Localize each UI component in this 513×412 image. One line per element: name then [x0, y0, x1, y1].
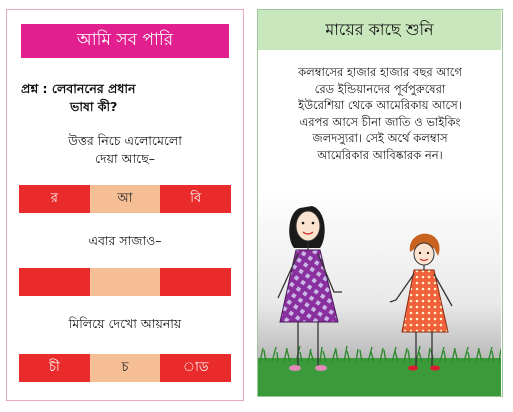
scrambled-tile-2: আ — [90, 185, 161, 213]
mother-face — [296, 211, 320, 241]
question-line-1: লেবাননের প্রধান — [51, 81, 136, 96]
arrange-tile-3[interactable] — [160, 268, 231, 296]
mirror-tile-1: চী — [19, 354, 90, 382]
question — [21, 80, 231, 116]
puzzle-card — [6, 9, 244, 401]
arrange-instruction: এবার সাজাও– — [88, 233, 162, 248]
mirror-tiles — [19, 354, 231, 382]
arrange-tile-2[interactable] — [90, 268, 161, 296]
story-line-5: জলদস্যুরা। সেই অর্থে কলম্বাস — [312, 131, 448, 145]
scrambled-instruction-line-1: উত্তর নিচে এলোমেলো — [68, 133, 182, 148]
story-line-6: আমেরিকার আবিষ্কারক নন। — [317, 147, 443, 162]
story-title: মায়ের কাছে শুনি — [258, 10, 501, 50]
question-line-2: ভাষা কী? — [70, 99, 118, 114]
puzzle-title: আমি সব পারি — [21, 24, 229, 58]
mirror-tile-3: াড — [160, 354, 231, 382]
story-line-4: এরপর আসে চীনা জাতি ও ভাইকিং — [299, 114, 461, 129]
child-face — [414, 243, 434, 265]
story-card — [257, 9, 503, 397]
scrambled-tile-3: বি — [160, 185, 231, 213]
story-line-3: ইউরেশিয়া থেকে আমেরিকায় আসে। — [298, 98, 462, 112]
arrange-tile-1[interactable] — [19, 268, 90, 296]
story-line-1: কলম্বাসের হাজার হাজার বছর আগে — [298, 65, 462, 79]
story-text — [266, 64, 494, 163]
scrambled-instruction-line-2: দেয়া আছে– — [94, 151, 156, 166]
scrambled-instruction — [7, 132, 243, 168]
question-label: প্রশ্ন : — [21, 81, 48, 96]
story-line-2: রেড ইন্ডিয়ানদের পূর্বপুরুষেরা — [314, 81, 446, 96]
mirror-instruction: মিলিয়ে দেখো আয়নায় — [68, 316, 182, 331]
arrange-tiles — [19, 268, 231, 296]
scrambled-tiles — [19, 185, 231, 213]
scrambled-tile-1: র — [19, 185, 90, 213]
mother-child-illustration — [258, 190, 501, 396]
mirror-tile-2: চ — [90, 354, 161, 382]
